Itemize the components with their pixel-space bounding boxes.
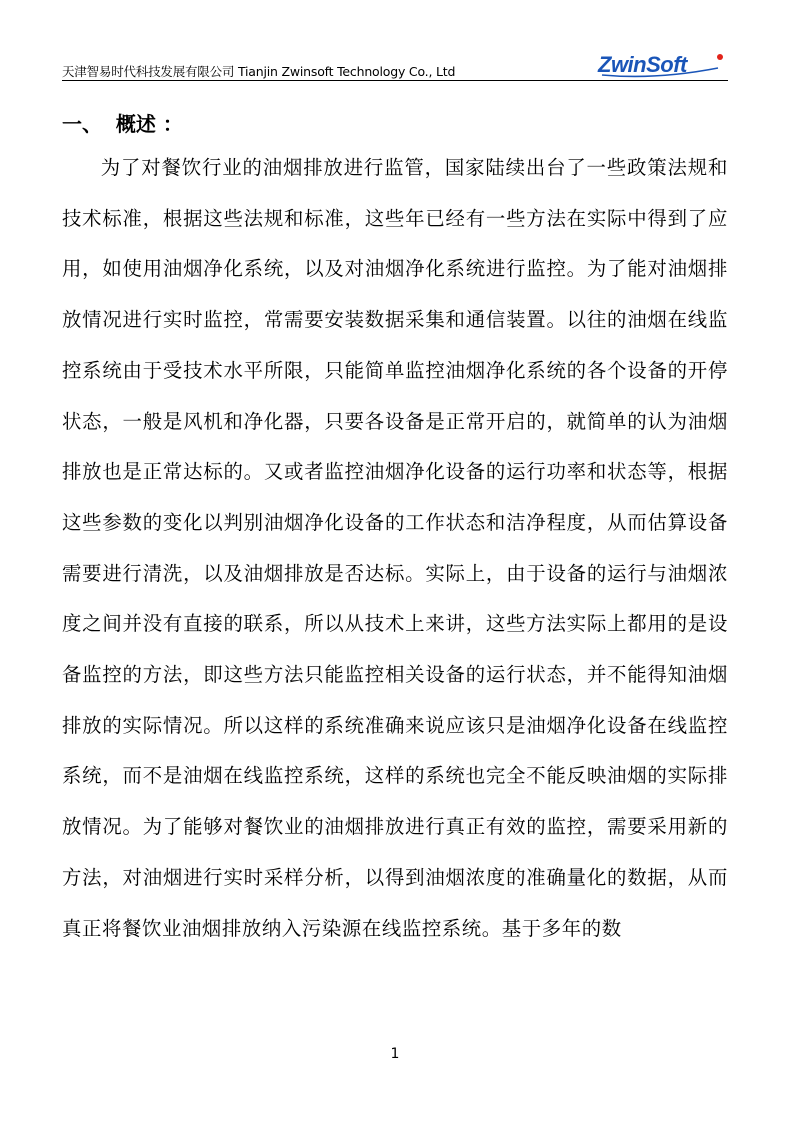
svg-text:ZwinSoft: ZwinSoft — [598, 52, 687, 77]
zwinsoft-logo — [596, 50, 728, 78]
page-header — [62, 48, 728, 80]
section-heading: 一、 概述 ： — [62, 112, 183, 136]
header-divider — [62, 80, 728, 81]
body-paragraph: 为了对餐饮行业的油烟排放进行监管，国家陆续出台了一些政策法规和技术标准，根据这些法规和标准，这些年已经有一些方法在实际中得到了应用，如使用油烟净化系统，以及对油烟净化系统进行监控。为了能对油烟排放情况进行实时监控，常需要安装数据采集和通信装置。以往的油烟在线监控系统由于受技术水平所限，只能简单监控油烟净化系统的各个设备的开停状态，一般是风机和净化器，只要各设备是正常开启的，就简单的认为油烟排放也是正常达标的。又或者监控油烟净化设备的运行功率和状态等，根据这些参数的变化以判别油烟净化设备的工作状态和洁净程度，从而估算设备需要进行清洗，以及油烟排放是否达标。实际上，由于设备的运行与油烟浓度之间并没有直接的联系，所以从技术上来讲，这些方法实际上都用的是设备监控的方法，即这些方法只能监控相关设备的运行状态，并不能得知油烟排放的实际情况。所以这样的系统准确来说应该只是油烟净化设备在线监控系统，而不是油烟在线监控系统，这样的系统也完全不能反映油烟的实际排放情况。为了能够对餐饮业的油烟排放进行真正有效的监控，需要采用新的方法，对油烟进行实时采样分析，以得到油烟浓度的准确量化的数据，从而真正将餐饮业油烟排放纳入污染源在线监控系统。基于多年的数 — [62, 156, 728, 940]
company-name: 天津智易时代科技发展有限公司 Tianjin Zwinsoft Technology Co., Ltd — [62, 64, 456, 79]
page-number: 1 — [390, 1046, 400, 1062]
